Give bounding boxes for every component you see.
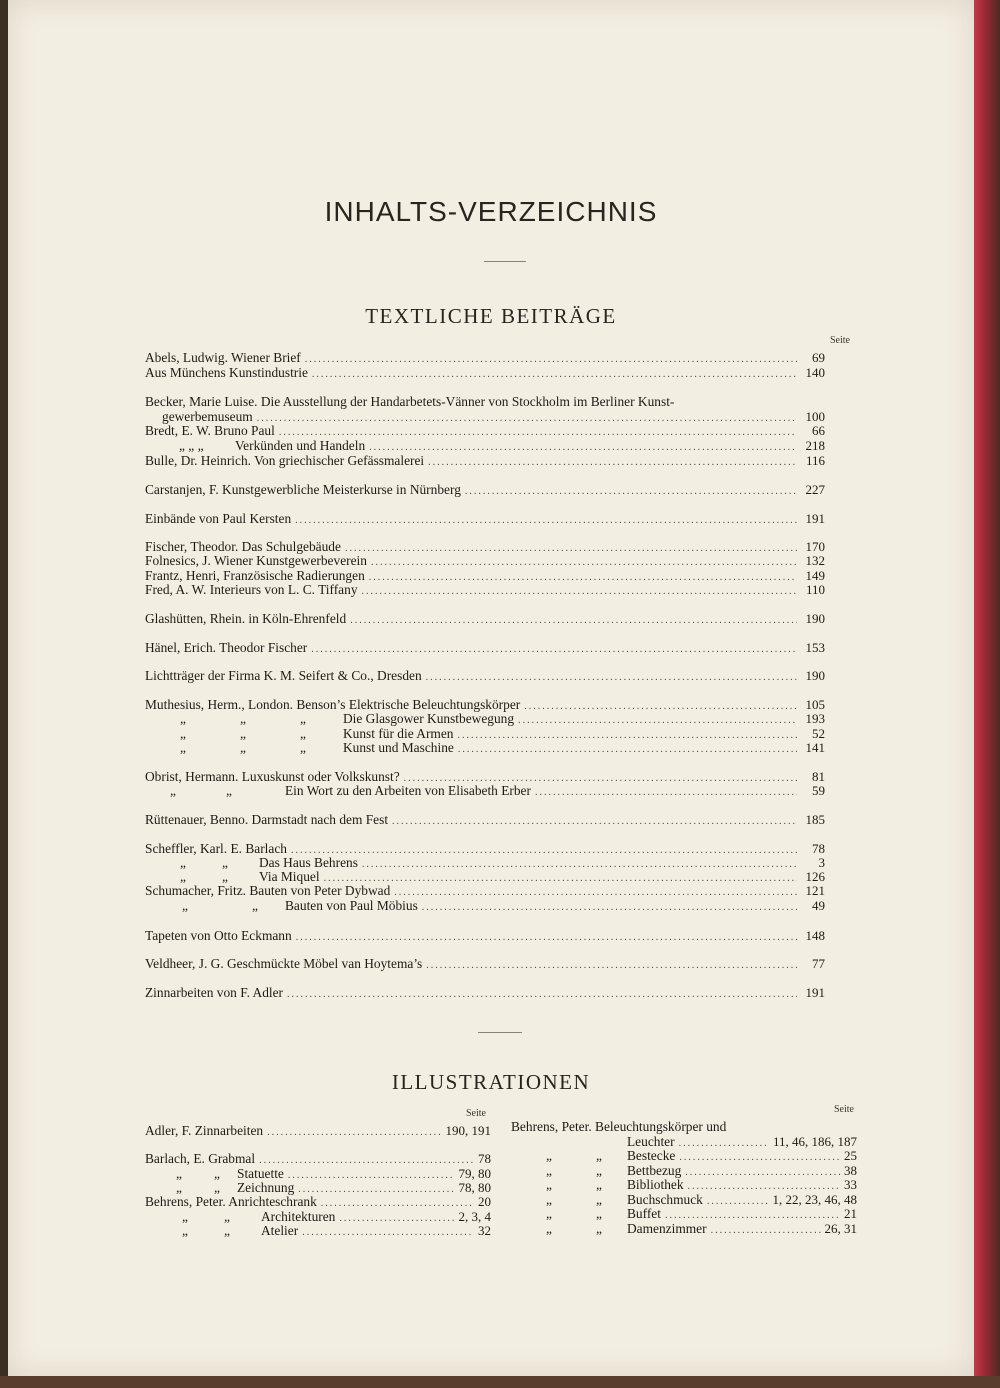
section-heading-illustrations: ILLUSTRATIONEN <box>391 1070 591 1094</box>
illus-entry: „ „ Bestecke ..... 25 <box>511 1148 857 1165</box>
seite-label-left: Seite <box>466 1108 486 1119</box>
illus-entry: „ „ Buffet ..... 21 <box>511 1206 857 1223</box>
illus-entry: Barlach, E. Grabmal ..... 78 <box>145 1151 491 1168</box>
illus-entry: „ „ Bettbezug ..... 38 <box>511 1163 857 1180</box>
book-page <box>8 0 977 1376</box>
ditto-marks: „ „ <box>546 1221 602 1236</box>
toc-entry: Obrist, Hermann. Luxuskunst oder Volkskunst? ..... 81 <box>145 769 825 786</box>
toc-entry: „ „ „ Kunst und Maschine ..... 141 <box>145 740 825 757</box>
title-divider <box>484 261 526 262</box>
ditto-marks: „ „ <box>546 1148 602 1163</box>
toc-entry: „ „ Via Miquel ..... 126 <box>145 869 825 886</box>
toc-entry: „ „ Das Haus Behrens ..... 3 <box>145 855 825 872</box>
section-divider <box>478 1032 522 1033</box>
ditto-marks: „ „ „ <box>180 711 306 726</box>
ditto-marks: „ „ <box>180 855 228 870</box>
toc-entry: Zinnarbeiten von F. Adler ..... 191 <box>145 985 825 1002</box>
illus-entry: „ „ Damenzimmer ..... 26, 31 <box>511 1221 857 1238</box>
toc-entry: „ „ Bauten von Paul Möbius ..... 49 <box>145 898 825 915</box>
seite-label-right: Seite <box>834 1104 854 1115</box>
illus-entry: „ „ Atelier ..... 32 <box>145 1223 491 1240</box>
illus-entry: „ „ Zeichnung ..... 78, 80 <box>145 1180 491 1197</box>
book-bottom-edge <box>0 1376 1000 1388</box>
ditto-mark: „ „ „ <box>179 438 204 453</box>
toc-entry: gewerbemuseum ..... 100 <box>162 409 825 426</box>
illus-entry: Adler, F. Zinnarbeiten ..... 190, 191 <box>145 1123 491 1140</box>
toc-entry: „ „ „ Verkünden und Handeln ..... 218 <box>145 438 825 455</box>
toc-entry: Frantz, Henri, Französische Radierungen ..... 149 <box>145 568 825 585</box>
toc-entry: „ „ „ Die Glasgower Kunstbewegung ..... 193 <box>145 711 825 728</box>
ditto-marks: „ „ <box>176 1180 220 1195</box>
ditto-marks: „ „ <box>182 1223 230 1238</box>
toc-entry: Scheffler, Karl. E. Barlach ..... 78 <box>145 841 825 858</box>
toc-entry: Veldheer, J. G. Geschmückte Möbel van Hoytema’s ..... 77 <box>145 956 825 973</box>
toc-entry: Rüttenauer, Benno. Darmstadt nach dem Fest ..... 185 <box>145 812 825 829</box>
toc-entry: Einbände von Paul Kersten ..... 191 <box>145 511 825 528</box>
seite-label: Seite <box>830 335 850 346</box>
illus-entry-heading: Behrens, Peter. Beleuchtungskörper und <box>511 1119 727 1134</box>
toc-entry: Bulle, Dr. Heinrich. Von griechischer Gefässmalerei ..... 116 <box>145 453 825 470</box>
toc-entry: Carstanjen, F. Kunstgewerbliche Meisterkurse in Nürnberg ..... 227 <box>145 482 825 499</box>
ditto-marks: „ „ <box>176 1166 220 1181</box>
ditto-marks: „ „ „ <box>180 726 306 741</box>
toc-entry: Glashütten, Rhein. in Köln-Ehrenfeld ..... 190 <box>145 611 825 628</box>
toc-entry: Hänel, Erich. Theodor Fischer ..... 153 <box>145 640 825 657</box>
toc-entry-heading: Becker, Marie Luise. Die Ausstellung der Handarbetets-Vänner von Stockholm im Berliner Kunst- <box>145 394 675 409</box>
illus-entry: Behrens, Peter. Anrichteschrank ..... 20 <box>145 1194 491 1211</box>
illus-entry: „ „ Statuette ..... 79, 80 <box>145 1166 491 1183</box>
ditto-marks: „ „ <box>546 1177 602 1192</box>
toc-entry: Schumacher, Fritz. Bauten von Peter Dybwad ..... 121 <box>145 883 825 900</box>
illus-entry: Leuchter ..... 11, 46, 186, 187 <box>627 1134 857 1151</box>
ditto-marks: „ „ <box>180 869 228 884</box>
toc-entry: Muthesius, Herm., London. Benson’s Elektrische Beleuchtungskörper ..... 105 <box>145 697 825 714</box>
book-spine-edge <box>974 0 1000 1388</box>
toc-entry: Tapeten von Otto Eckmann ..... 148 <box>145 928 825 945</box>
ditto-marks: „ „ <box>546 1206 602 1221</box>
toc-entry: Fred, A. W. Interieurs von L. C. Tiffany ..... 110 <box>145 582 825 599</box>
ditto-marks: „ „ <box>182 1209 230 1224</box>
ditto-marks: „ „ <box>182 898 258 913</box>
toc-entry: Aus Münchens Kunstindustrie ..... 140 <box>145 365 825 382</box>
illus-entry: „ „ Buchschmuck ..... 1, 22, 23, 46, 48 <box>511 1192 857 1209</box>
toc-entry: Fischer, Theodor. Das Schulgebäude ..... 170 <box>145 539 825 556</box>
toc-entry: Bredt, E. W. Bruno Paul ..... 66 <box>145 423 825 440</box>
ditto-marks: „ „ <box>170 783 232 798</box>
toc-entry: „ „ Ein Wort zu den Arbeiten von Elisabeth Erber ..... 59 <box>145 783 825 800</box>
ditto-marks: „ „ <box>546 1192 602 1207</box>
illus-entry: „ „ Architekturen ..... 2, 3, 4 <box>145 1209 491 1226</box>
ditto-marks: „ „ <box>546 1163 602 1178</box>
ditto-marks: „ „ „ <box>180 740 306 755</box>
toc-entry: „ „ „ Kunst für die Armen ..... 52 <box>145 726 825 743</box>
illus-entry: „ „ Bibliothek ..... 33 <box>511 1177 857 1194</box>
section-heading-text: TEXTLICHE BEITRÄGE <box>365 304 617 328</box>
page-title: INHALTS-VERZEICHNIS <box>324 196 658 227</box>
toc-entry: Lichtträger der Firma K. M. Seifert & Co., Dresden ..... 190 <box>145 668 825 685</box>
toc-entry: Folnesics, J. Wiener Kunstgewerbeverein ..... 132 <box>145 553 825 570</box>
toc-entry: Abels, Ludwig. Wiener Brief ..... 69 <box>145 350 825 367</box>
